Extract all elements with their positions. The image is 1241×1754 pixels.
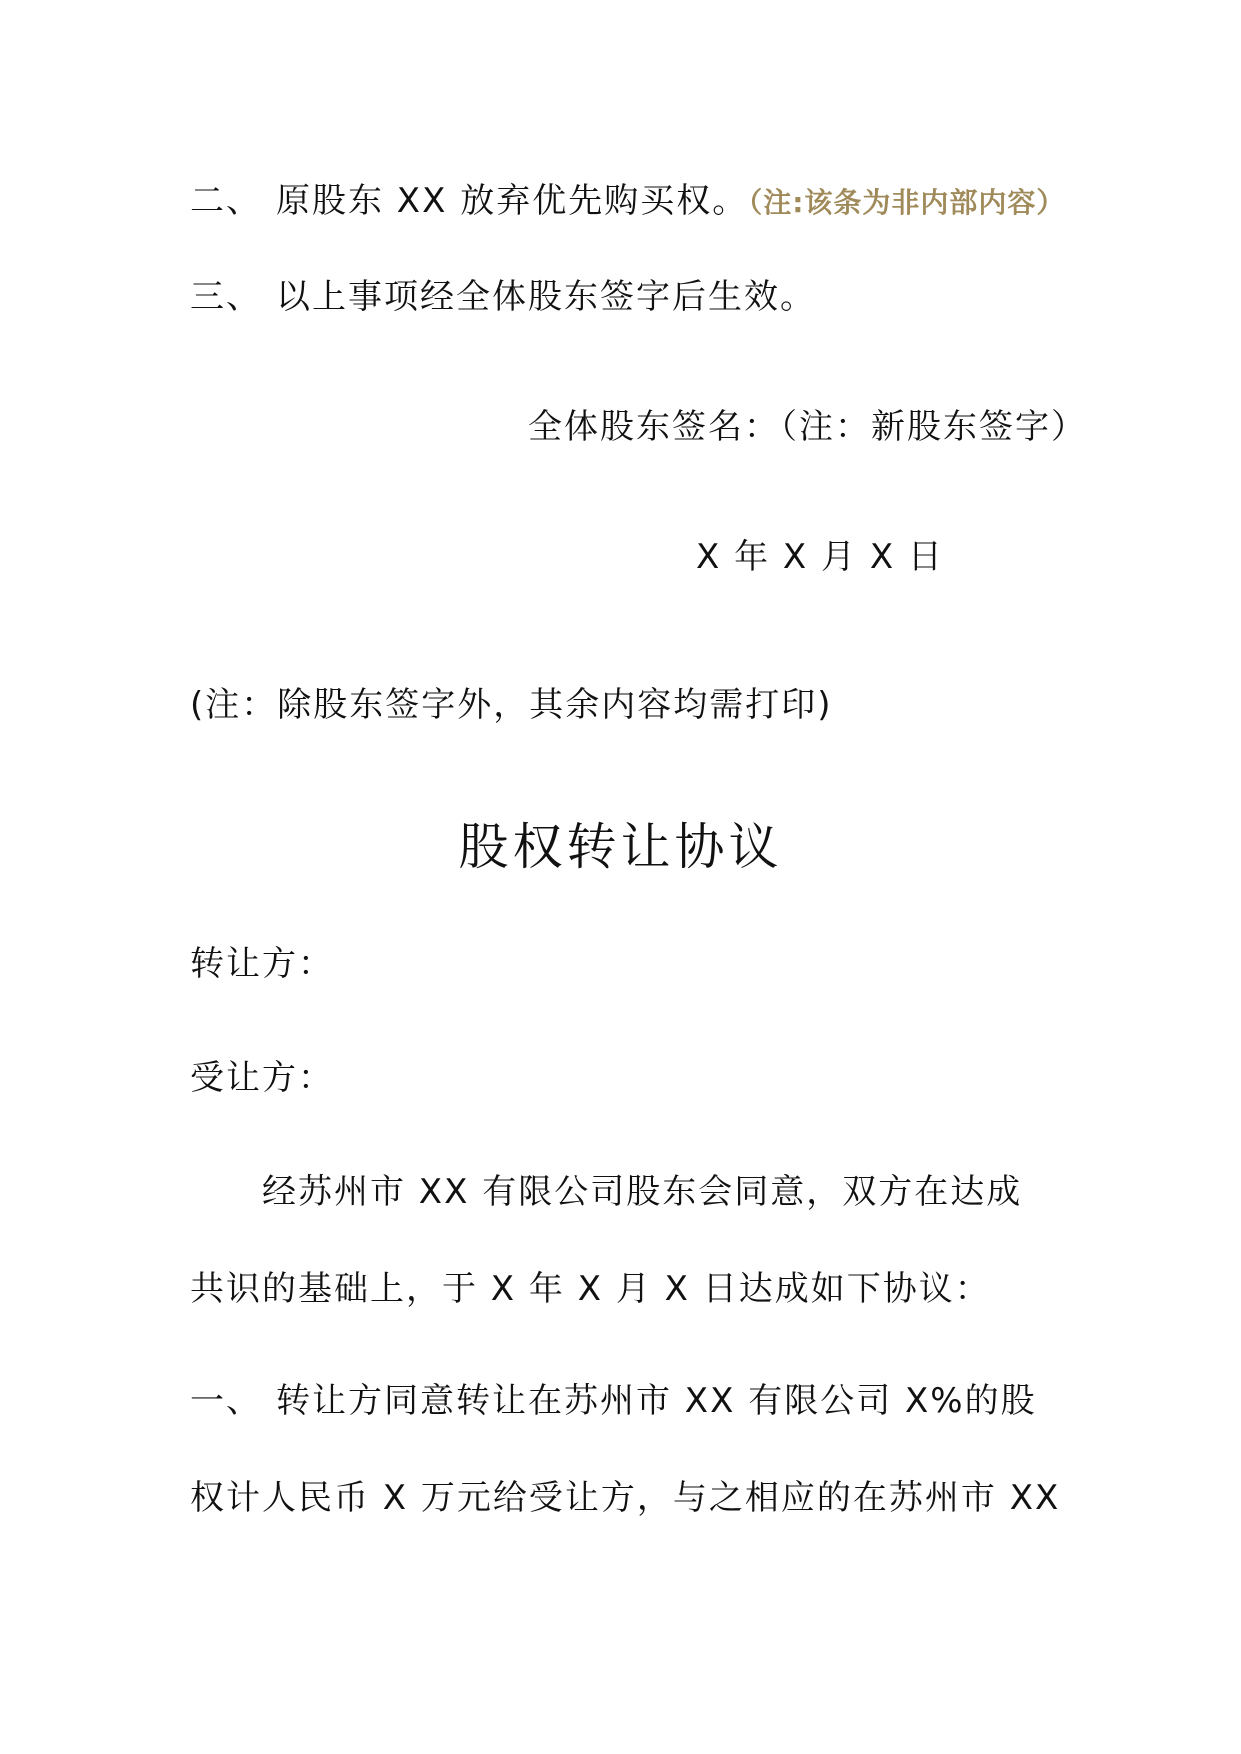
agreement-clause-1 [190,1381,1037,1421]
clause-text-line-2: 权计人民币 X 万元给受让方，与之相应的在苏州市 XX [190,1478,1061,1518]
date-line: X 年 X 月 X 日 [696,537,944,577]
resolution-item-3 [190,277,816,317]
clause-number: 一、 [190,1381,262,1421]
resolution-item-2 [190,181,1066,221]
preamble-line-1: 经苏州市 XX 有限公司股东会同意，双方在达成 [262,1172,1023,1212]
preamble-line-2: 共识的基础上，于 X 年 X 月 X 日达成如下协议： [190,1269,991,1309]
item-number: 三、 [190,277,262,317]
clause-text-line-1: 转让方同意转让在苏州市 XX 有限公司 X%的股 [276,1381,1037,1421]
print-note: (注：除股东签字外，其余内容均需打印) [190,685,833,725]
transferee-label: 受让方： [190,1058,334,1098]
item-number: 二、 [190,181,262,221]
agreement-title: 股权转让协议 [458,818,783,876]
item-text: 以上事项经全体股东签字后生效。 [276,277,816,317]
internal-note: （注:该条为非内部内容） [748,186,1066,219]
item-text: 原股东 XX 放弃优先购买权。 [276,181,749,221]
transferor-label: 转让方： [190,944,334,984]
signature-line: 全体股东签名：（注：新股东签字） [528,407,1087,447]
